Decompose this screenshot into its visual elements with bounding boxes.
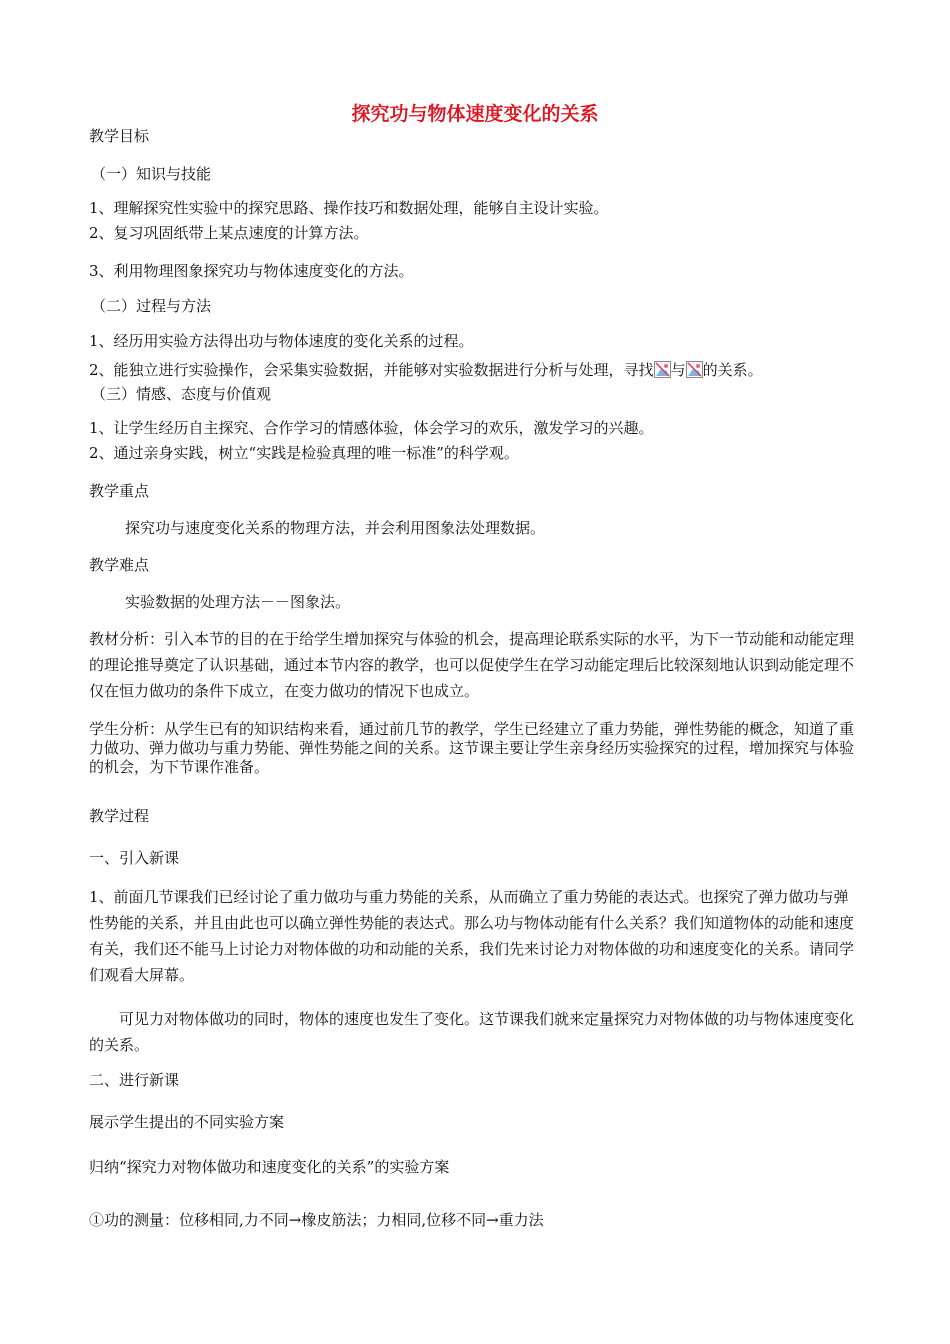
section-teaching-process: 教学过程 bbox=[89, 807, 150, 825]
section-difficulties: 教学难点 bbox=[89, 556, 150, 574]
summary-experiment-plan: 归纳“探究力对物体做功和速度变化的关系”的实验方案 bbox=[89, 1158, 450, 1176]
goal-item-3: 3、利用物理图象探究功与物体速度变化的方法。 bbox=[89, 262, 414, 280]
difficulties-body: 实验数据的处理方法－－图象法。 bbox=[125, 593, 351, 611]
goal-item-2: 2、复习巩固纸带上某点速度的计算方法。 bbox=[89, 224, 369, 242]
goal-item-1: 1、理解探究性实验中的探究思路、操作技巧和数据处理，能够自主设计实验。 bbox=[89, 199, 609, 217]
broken-image-icon bbox=[686, 361, 703, 378]
document-title: 探究功与物体速度变化的关系 bbox=[351, 103, 599, 125]
process-item-2-text-c: 的关系。 bbox=[702, 361, 763, 379]
subheading-attitude-values: （三）情感、态度与价值观 bbox=[91, 385, 272, 403]
part-new-lesson: 二、进行新课 bbox=[89, 1071, 180, 1089]
part-introduce-new-lesson: 一、引入新课 bbox=[89, 849, 180, 867]
process-item-2-text-a: 2、能独立进行实验操作，会采集实验数据，并能够对实验数据进行分析与处理，寻找 bbox=[89, 361, 654, 379]
subheading-knowledge-skills: （一）知识与技能 bbox=[91, 165, 212, 183]
section-key-points: 教学重点 bbox=[89, 482, 150, 500]
process-item-2-text-b: 与 bbox=[670, 361, 686, 379]
section-teaching-goals: 教学目标 bbox=[89, 127, 150, 145]
process-item-1: 1、经历用实验方法得出功与物体速度的变化关系的过程。 bbox=[89, 332, 474, 350]
broken-image-icon bbox=[654, 361, 671, 378]
key-points-body: 探究功与速度变化关系的物理方法，并会利用图象法处理数据。 bbox=[125, 519, 546, 537]
attitude-item-1: 1、让学生经历自主探究、合作学习的情感体验，体会学习的欢乐，激发学习的兴趣。 bbox=[89, 419, 654, 437]
plan-item-1: ①功的测量：位移相同,力不同→橡皮筋法；力相同,位移不同→重力法 bbox=[89, 1211, 544, 1229]
intro-paragraph-2: 可见力对物体做功的同时，物体的速度也发生了变化。这节课我们就来定量探究力对物体做的功与物体速度变化的关系。 bbox=[89, 1010, 855, 1054]
attitude-item-2: 2、通过亲身实践，树立“实践是检验真理的唯一标准”的科学观。 bbox=[89, 444, 519, 462]
material-analysis: 教材分析：引入本节的目的在于给学生增加探究与体验的机会，提高理论联系实际的水平，为下一节动能和动能定理的理论推导奠定了认识基础，通过本节内容的教学，也可以促使学生在学习动能定理后比较深刻地认识到动能定理不仅在恒力做功的条件下成立，在变力做功的情况下也成立。 bbox=[89, 630, 855, 700]
process-item-2 bbox=[89, 361, 763, 378]
student-analysis: 学生分析：从学生已有的知识结构来看，通过前几节的教学，学生已经建立了重力势能，弹性势能的概念，知道了重力做功、弹力做功与重力势能、弹性势能之间的关系。这节课主要让学生亲身经历实验探究的过程，增加探究与体验的机会，为下节课作准备。 bbox=[89, 720, 855, 776]
subheading-process-method: （二）过程与方法 bbox=[91, 297, 212, 315]
intro-paragraph-1: 1、前面几节课我们已经讨论了重力做功与重力势能的关系，从而确立了重力势能的表达式。也探究了弹力做功与弹性势能的关系，并且由此也可以确立弹性势能的表达式。那么功与物体动能有什么关系？我们知道物体的动能和速度有关，我们还不能马上讨论力对物体做的功和动能的关系，我们先来讨论力对物体做的功和速度变化的关系。请同学们观看大屏幕。 bbox=[89, 888, 855, 984]
show-student-plans: 展示学生提出的不同实验方案 bbox=[89, 1113, 285, 1131]
